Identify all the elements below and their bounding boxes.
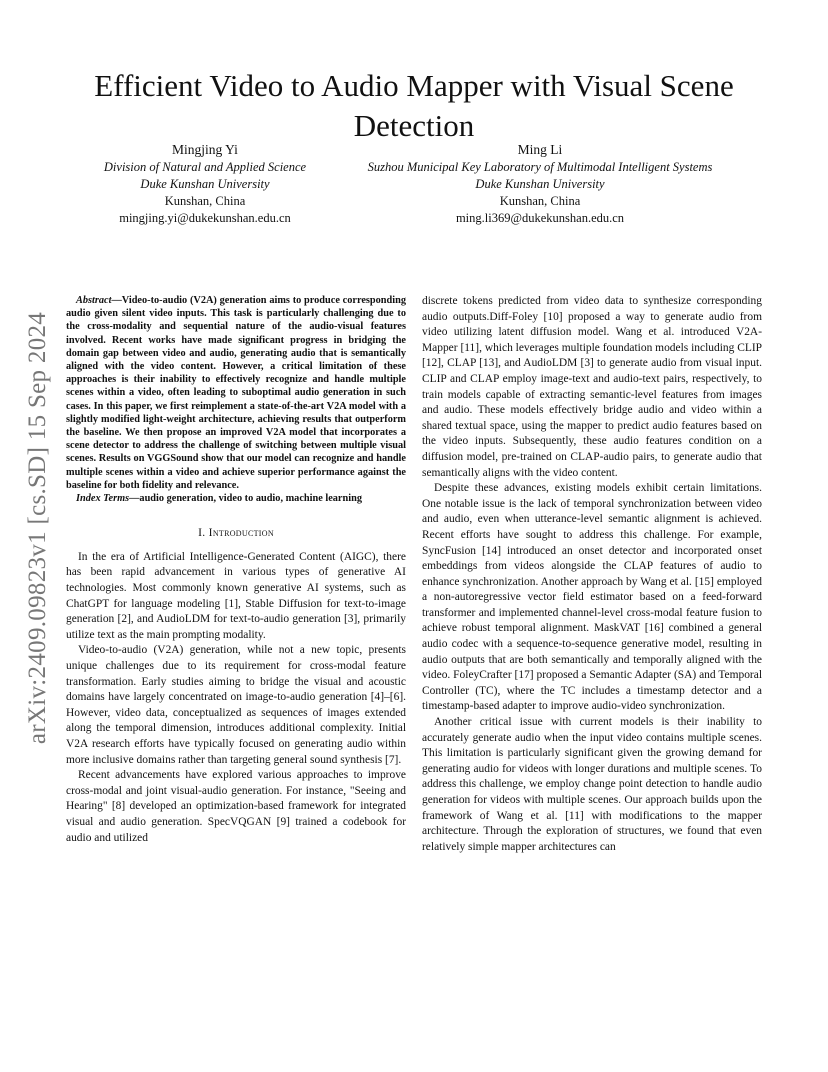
arxiv-watermark (20, 298, 56, 758)
paper-title: Efficient Video to Audio Mapper with Visual Scene Detection (94, 68, 734, 143)
author-block-2 (340, 140, 740, 227)
author-location: Kunshan, China (164, 194, 246, 208)
author-department: Suzhou Municipal Key Laboratory of Multimodal Intelligent Systems (367, 160, 713, 174)
index-terms-label: Index Terms (76, 493, 130, 505)
author-university: Duke Kunshan University (140, 177, 270, 191)
paragraph: Video-to-audio (V2A) generation, while not a new topic, presents unique challenges due to its requirement for cross-modal feature transformation. Early studies aiming to bridge the visual and acoustic domains have largely concentrated on image-to-audio generation [4]–[6]. However, video data, conceptualized as sequences of images extended along the temporal dimension, introduces additional complexity. Initial V2A research efforts have typically focused on generating audio within more inclusive domains rather than targeting general sound synthesis [7]. (66, 644, 406, 766)
paragraph: Another critical issue with current models is their inability to accurately generate audio when the input video contains multiple scenes. This limitation is particularly significant given the growing demand for generating audio for videos with longer durations and multiple scenes. To address this challenge, we employ change point detection to handle audio generation for videos with multiple scenes. Our approach builds upon the framework of Wang et al. [11] with modifications to the mapper architecture. Through the exploration of structures, we found that even relatively simple mapper architectures can (422, 716, 762, 853)
author-name: Mingjing Yi (172, 142, 238, 157)
right-column (422, 294, 762, 855)
section-number: I. (198, 526, 206, 540)
section-title: Introduction (208, 526, 274, 540)
paragraph: In the era of Artificial Intelligence-Generated Content (AIGC), there has been rapid advancement in various types of generative AI technologies. Most commonly known generative AI systems, such as ChatGPT for language modeling [1], Stable Diffusion for text-to-image generation [2], and AudioLDM for text-to-audio generation [3], primarily utilize text as the main prompting modality. (66, 550, 406, 641)
author-block-1 (60, 140, 350, 227)
paragraph-continued: discrete tokens predicted from video data to synthesize corresponding audio outputs.Diff-Foley [10] proposed a way to generate audio from video utilizing latent diffusion model. Wang et al. introduced V2A-Mapper [11], which leverages multiple foundation models including CLIP [12], CLAP [13], and AudioLDM [3] to generate audio from visual input. CLIP and CLAP employ image-text and audio-text pairs, respectively, to train models capable of extracting semantic-level features from images and audio. These models effectively bridge audio and video within a shared textual space, using the mapper to predict audio features based on the video inputs. Subsequently, these audio features condition on a diffusion model, pre-trained on CLAP-audio pairs, to generate audio that semantically aligns with the video content. (422, 295, 762, 479)
left-column (66, 294, 406, 846)
paragraph: Despite these advances, existing models exhibit certain limitations. One notable issue is the lack of temporal synchronization between video and audio, even when utterance-level semantic alignment is achieved. Recent efforts have sought to address this challenge. For example, SyncFusion [14] introduced an onset detector and incorporated onset embeddings from videos alongside the CLAP features of audio to enhance synchronization. Another approach by Wang et al. [15] employed a non-autoregressive vector field estimator based on a feed-forward transformer and implemented channel-level cross-modal feature fusion to achieve robust temporal alignment. MaskVAT [16] combined a general audio codec with a sequence-to-sequence generative model, resulting in audio outputs that are both semantically and temporally aligned with the video. FoleyCrafter [17] proposed a Semantic Adapter (SA) and Temporal Controller (TC), where the TC includes a timestamp detector and a timestamp-based adapter to improve audio-video synchronization. (422, 482, 762, 713)
index-terms-text: —audio generation, video to audio, machine learning (129, 493, 362, 505)
paragraph: Recent advancements have explored various approaches to improve cross-modal and joint visual-audio generation. For instance, "Seeing and Hearing" [8] developed an optimization-based framework for integrated visual and audio generation. SpecVQGAN [9] trained a codebook for audio and utilized (66, 769, 406, 844)
author-location: Kunshan, China (499, 194, 581, 208)
author-department: Division of Natural and Applied Science (103, 160, 307, 174)
author-university: Duke Kunshan University (475, 177, 605, 191)
author-email: ming.li369@dukekunshan.edu.cn (455, 211, 625, 225)
abstract-label: Abstract (76, 295, 112, 306)
arxiv-id: arXiv:2409.09823v1 [cs.SD] 15 Sep 2024 (24, 311, 51, 745)
abstract (66, 294, 406, 492)
section-heading (66, 525, 406, 541)
author-email: mingjing.yi@dukekunshan.edu.cn (119, 211, 291, 225)
author-name: Ming Li (517, 142, 563, 157)
index-terms (66, 492, 406, 505)
abstract-text: —Video-to-audio (V2A) generation aims to produce corresponding audio given silent video inputs. This task is particularly challenging due to the cross-modality and sequential nature of the audio-visual features involved. Recent works have made significant progress in bridging the domain gap between video and audio, generating audio that is semantically aligned with the video content. However, a critical limitation of these approaches is their inability to effectively recognize and handle multiple scenes within a video, often leading to suboptimal audio generation in such cases. In this paper, we first reimplement a state-of-the-art V2A model with a slightly modified light-weight architecture, achieving results that outperform the baseline. We then propose an improved V2A model that incorporates a scene detector to address the challenge of switching between multiple visual scenes. Results on VGGSound show that our model can recognize and handle multiple scenes within a video and achieve superior performance against the baseline for both fidelity and relevance. (66, 295, 406, 491)
